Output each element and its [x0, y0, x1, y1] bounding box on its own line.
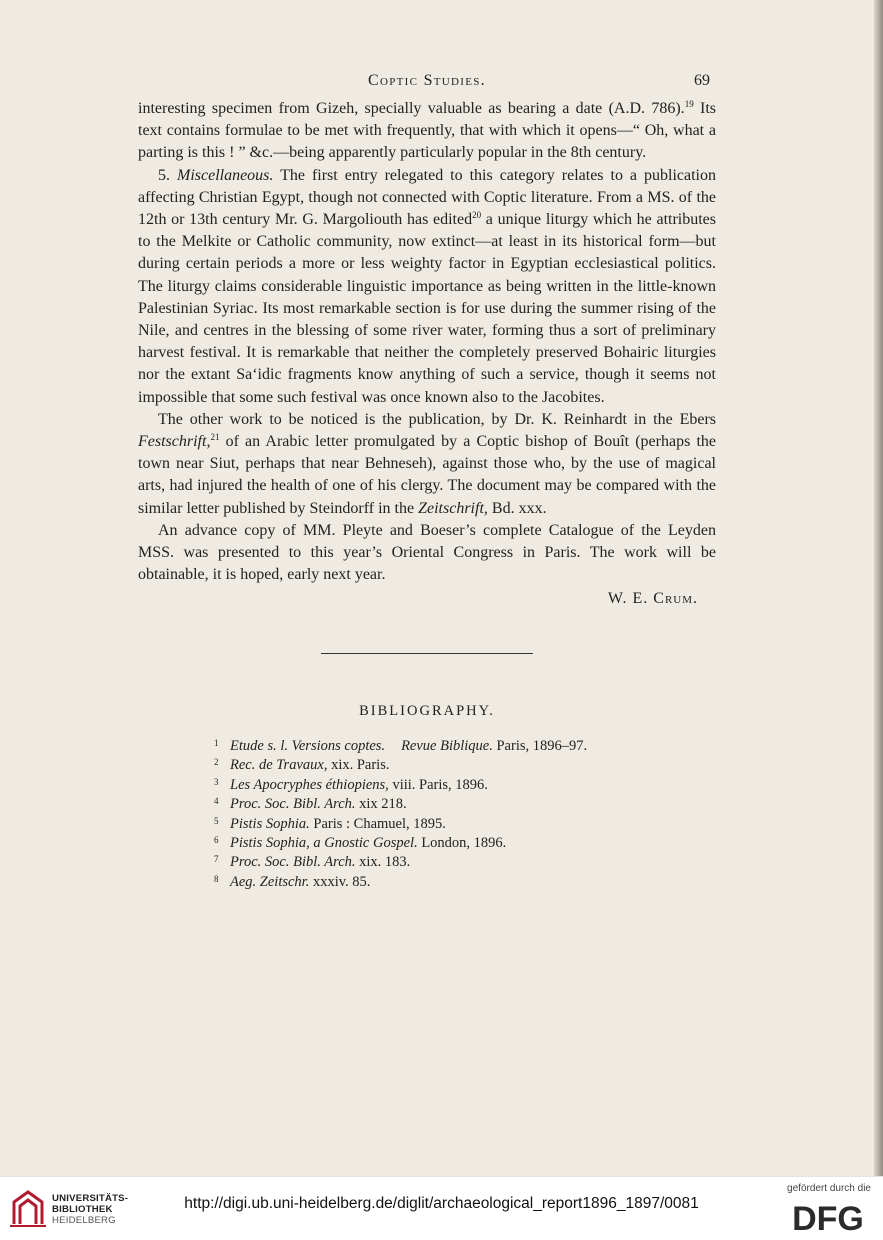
bibliography-item-details: Paris, 1896–97. [492, 737, 588, 754]
bibliography-item-number: 1 [214, 737, 219, 748]
bibliography-item [208, 795, 716, 814]
bibliography-item-details: Paris : Chamuel, 1895. [309, 815, 446, 832]
viewer-footer [0, 1176, 883, 1240]
bibliography-item [208, 815, 716, 834]
bibliography-item-number: 6 [214, 834, 219, 845]
bibliography-item-details: xix. Paris. [327, 757, 390, 774]
dfg-logo-icon[interactable] [785, 1200, 871, 1234]
bibliography-item-title: Les Apocryphes éthiopiens, [230, 776, 389, 793]
bibliography-item [208, 756, 716, 775]
running-head [138, 70, 716, 98]
bibliography-item-number: 4 [214, 796, 219, 807]
bibliography-item-number: 3 [214, 776, 219, 787]
permalink-url[interactable]: http://digi.ub.uni-heidelberg.de/diglit/archaeological_report1896_1897/0081 [184, 1195, 699, 1212]
ad-abbr: A.D. [613, 100, 646, 117]
footnote-ref-20: 20 [472, 210, 482, 221]
paragraph-2: 5. Miscellaneous. The first entry relegated to this category relates to a publication affecting Christian Egypt, though not connected with Coptic literature. From a MS. of the 12th or 13th century Mr. G. Margoliouth has edited$^{20}$ a unique liturgy which he attributes to the Melkite or Catholic community, now extinct—at least in its historical form—but during certain periods a more or less weighty factor in Egyptian ecclesiastical politics. The liturgy claims considerable linguistic importance as being written in the little-known Palestinian Syriac. Its most remarkable section is for use during the summer rising of the Nile, and centres in the blessing of some river water, forming thus a sort of preliminary harvest festival. It is remarkable that neither the completely preserved Bohairic liturgies nor the extant Sa‘idic fragments know anything of such a service, though it seems not impossible that some such festival was once known also to the Jacobites. [138, 166, 717, 406]
article-body [138, 98, 716, 611]
bibliography-list [208, 737, 716, 892]
section-divider [321, 653, 533, 654]
bibliography-item-number: 5 [214, 815, 219, 826]
bibliography-item [208, 776, 716, 795]
dfg-logo-text: DFG [792, 1200, 864, 1234]
bibliography-item-details: viii. Paris, 1896. [388, 776, 488, 793]
bibliography-title: BIBLIOGRAPHY. [359, 702, 495, 719]
footnote-ref-19: 19 [684, 99, 694, 109]
bibliography-item-details: xxxiv. 85. [309, 873, 371, 890]
paragraph-1: interesting specimen from Gizeh, specially valuable as bearing a date (A.D. 786).$^{19}$ Its text contains formulae to be met with frequently, that with which it opens—“ Oh, what a parting is this ! ” &c.—being apparently particularly popular in the 8th century. [138, 99, 717, 162]
running-title: Coptic Studies. [368, 72, 486, 89]
bibliography-item [208, 834, 716, 853]
bibliography-item-number: 7 [214, 854, 219, 865]
bibliography-item-title: Pistis Sophia. [230, 815, 310, 832]
author-signature: W. E. Crum. [607, 590, 698, 608]
bibliography-item-title: Etude s. l. Versions coptes. [230, 737, 386, 754]
bibliography-item [208, 853, 716, 872]
paragraph-4: An advance copy of MM. Pleyte and Boeser’s complete Catalogue of the Leyden MSS. was presented to this year’s Oriental Congress in Paris. The work will be obtainable, it is hoped, early next year. [138, 521, 716, 584]
paragraph-3: The other work to be noticed is the publication, by Dr. K. Reinhardt in the Ebers Festschrift,$^{21}$ of an Arabic letter promulgated by a Coptic bishop of Bouît (perhaps the town near Siut, perhaps that near Behneseh), against those who, by the use of magical arts, had injured the health of one of his clergy. The document may be compared with the similar letter published by Steindorff in the Zeitschrift, Bd. xxx. [138, 410, 716, 517]
page-number: 69 [694, 72, 710, 89]
bibliography-item-title: Proc. Soc. Bibl. Arch. [230, 796, 356, 813]
bibliography-item-details: xix 218. [355, 796, 407, 813]
bibliography-item-details: London, 1896. [417, 834, 507, 851]
bibliography-item-title: Rec. de Travaux, [230, 757, 328, 774]
section-heading-miscellaneous: Miscellaneous. [176, 166, 274, 184]
page-edge-shadow [874, 0, 883, 1176]
university-library-name: UNIVERSITÄTS- BIBLIOTHEK HEIDELBERG [52, 1193, 129, 1226]
bibliography-item-title: Aeg. Zeitschr. [230, 873, 310, 890]
funding-label: gefördert durch die [787, 1183, 871, 1194]
footnote-ref-21: 21 [210, 432, 220, 443]
bibliography-item [208, 737, 716, 756]
bibliography-item-title: Pistis Sophia, a Gnostic Gospel. [230, 834, 418, 851]
bibliography-item [208, 873, 716, 892]
page-content [138, 66, 716, 892]
bibliography-item-journal: Revue Biblique. [401, 737, 493, 754]
bibliography-item-number: 8 [214, 873, 219, 884]
bibliography-item-number: 2 [214, 757, 219, 768]
bibliography-item-title: Proc. Soc. Bibl. Arch. [230, 854, 356, 871]
bibliography-item-details: xix. 183. [355, 854, 411, 871]
